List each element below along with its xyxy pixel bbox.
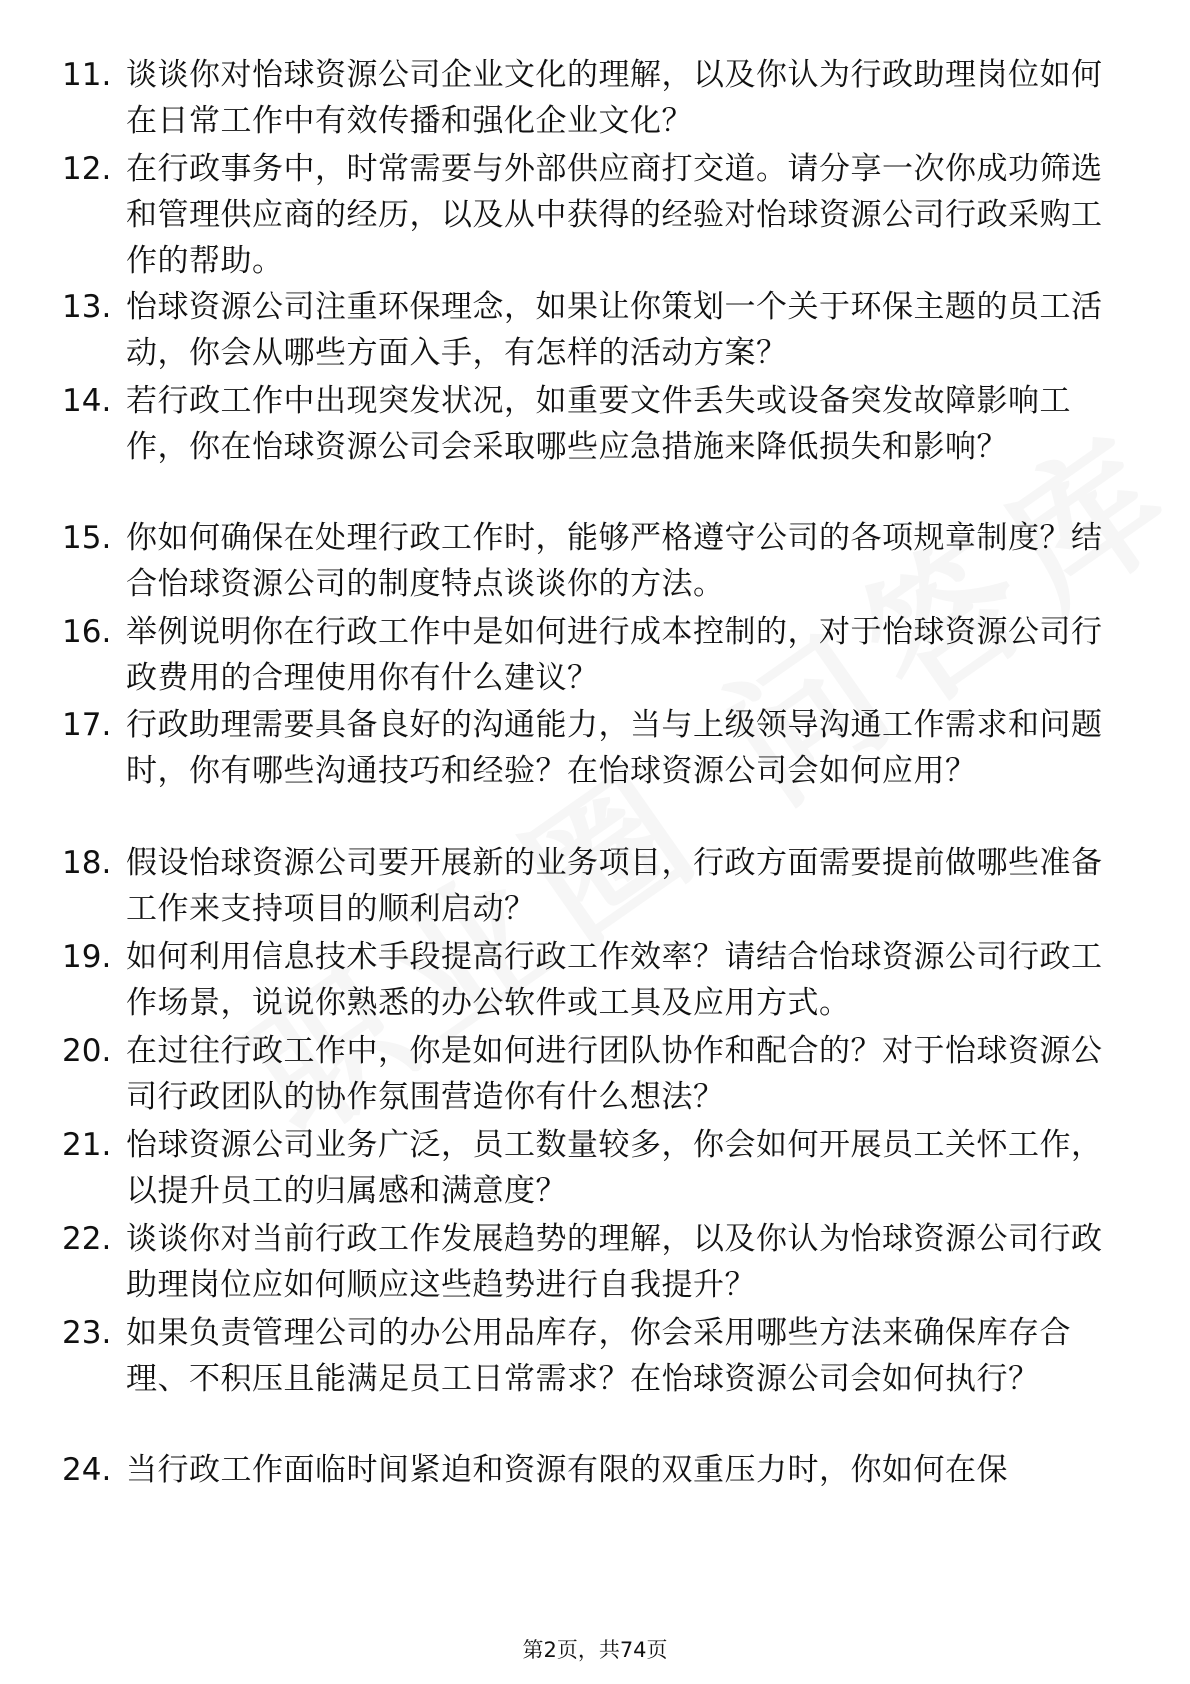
question-text: 举例说明你在行政工作中是如何进行成本控制的，对于怡球资源公司行政费用的合理使用你有什么建议？: [126, 614, 1103, 696]
question-item: [62, 146, 1122, 284]
question-text: 谈谈你对当前行政工作发展趋势的理解，以及你认为怡球资源公司行政助理岗位应如何顺应这些趋势进行自我提升？: [126, 1221, 1103, 1303]
question-text: 如何利用信息技术手段提高行政工作效率？请结合怡球资源公司行政工作场景，说说你熟悉的办公软件或工具及应用方式。: [126, 939, 1103, 1021]
question-number: 23.: [62, 1315, 112, 1351]
question-item: [62, 284, 1122, 376]
question-number: 19.: [62, 939, 112, 975]
question-number: 21.: [62, 1127, 112, 1163]
question-text: 假设怡球资源公司要开展新的业务项目，行政方面需要提前做哪些准备工作来支持项目的顺利启动？: [126, 845, 1103, 927]
question-number: 18.: [62, 845, 112, 881]
question-number: 12.: [62, 151, 112, 187]
question-text: 在过往行政工作中，你是如何进行团队协作和配合的？对于怡球资源公司行政团队的协作氛围营造你有什么想法？: [126, 1033, 1103, 1115]
question-number: 16.: [62, 614, 112, 650]
question-number: 14.: [62, 383, 112, 419]
page-footer: 第2页，共74页: [522, 1638, 668, 1662]
question-item: [62, 52, 1122, 144]
question-item: [62, 1447, 1122, 1493]
question-text: 行政助理需要具备良好的沟通能力，当与上级领导沟通工作需求和问题时，你有哪些沟通技巧和经验？在怡球资源公司会如何应用？: [126, 707, 1103, 789]
question-item: [62, 378, 1122, 470]
question-text: 若行政工作中出现突发状况，如重要文件丢失或设备突发故障影响工作，你在怡球资源公司会采取哪些应急措施来降低损失和影响？: [126, 383, 1071, 465]
question-number: 13.: [62, 289, 112, 325]
question-text: 怡球资源公司注重环保理念，如果让你策划一个关于环保主题的员工活动，你会从哪些方面入手，有怎样的活动方案？: [126, 289, 1103, 371]
question-item: [62, 1216, 1122, 1308]
question-item: [62, 934, 1122, 1026]
question-text: 如果负责管理公司的办公用品库存，你会采用哪些方法来确保库存合理、不积压且能满足员工日常需求？在怡球资源公司会如何执行？: [126, 1315, 1071, 1397]
question-item: [62, 702, 1122, 794]
question-item: [62, 1028, 1122, 1120]
question-number: 22.: [62, 1221, 112, 1257]
question-text: 怡球资源公司业务广泛，员工数量较多，你会如何开展员工关怀工作，以提升员工的归属感和满意度？: [126, 1127, 1103, 1209]
question-number: 17.: [62, 707, 112, 743]
question-item: [62, 609, 1122, 701]
question-item: [62, 1310, 1122, 1402]
question-number: 15.: [62, 520, 112, 556]
question-text: 当行政工作面临时间紧迫和资源有限的双重压力时，你如何在保: [126, 1452, 1008, 1488]
question-item: [62, 1122, 1122, 1214]
question-number: 20.: [62, 1033, 112, 1069]
question-text: 在行政事务中，时常需要与外部供应商打交道。请分享一次你成功筛选和管理供应商的经历，以及从中获得的经验对怡球资源公司行政采购工作的帮助。: [126, 151, 1103, 279]
question-number: 24.: [62, 1452, 112, 1488]
question-text: 你如何确保在处理行政工作时，能够严格遵守公司的各项规章制度？结合怡球资源公司的制度特点谈谈你的方法。: [126, 520, 1103, 602]
question-text: 谈谈你对怡球资源公司企业文化的理解，以及你认为行政助理岗位如何在日常工作中有效传播和强化企业文化？: [126, 57, 1103, 139]
question-item: [62, 515, 1122, 607]
question-number: 11.: [62, 57, 112, 93]
question-item: [62, 840, 1122, 932]
